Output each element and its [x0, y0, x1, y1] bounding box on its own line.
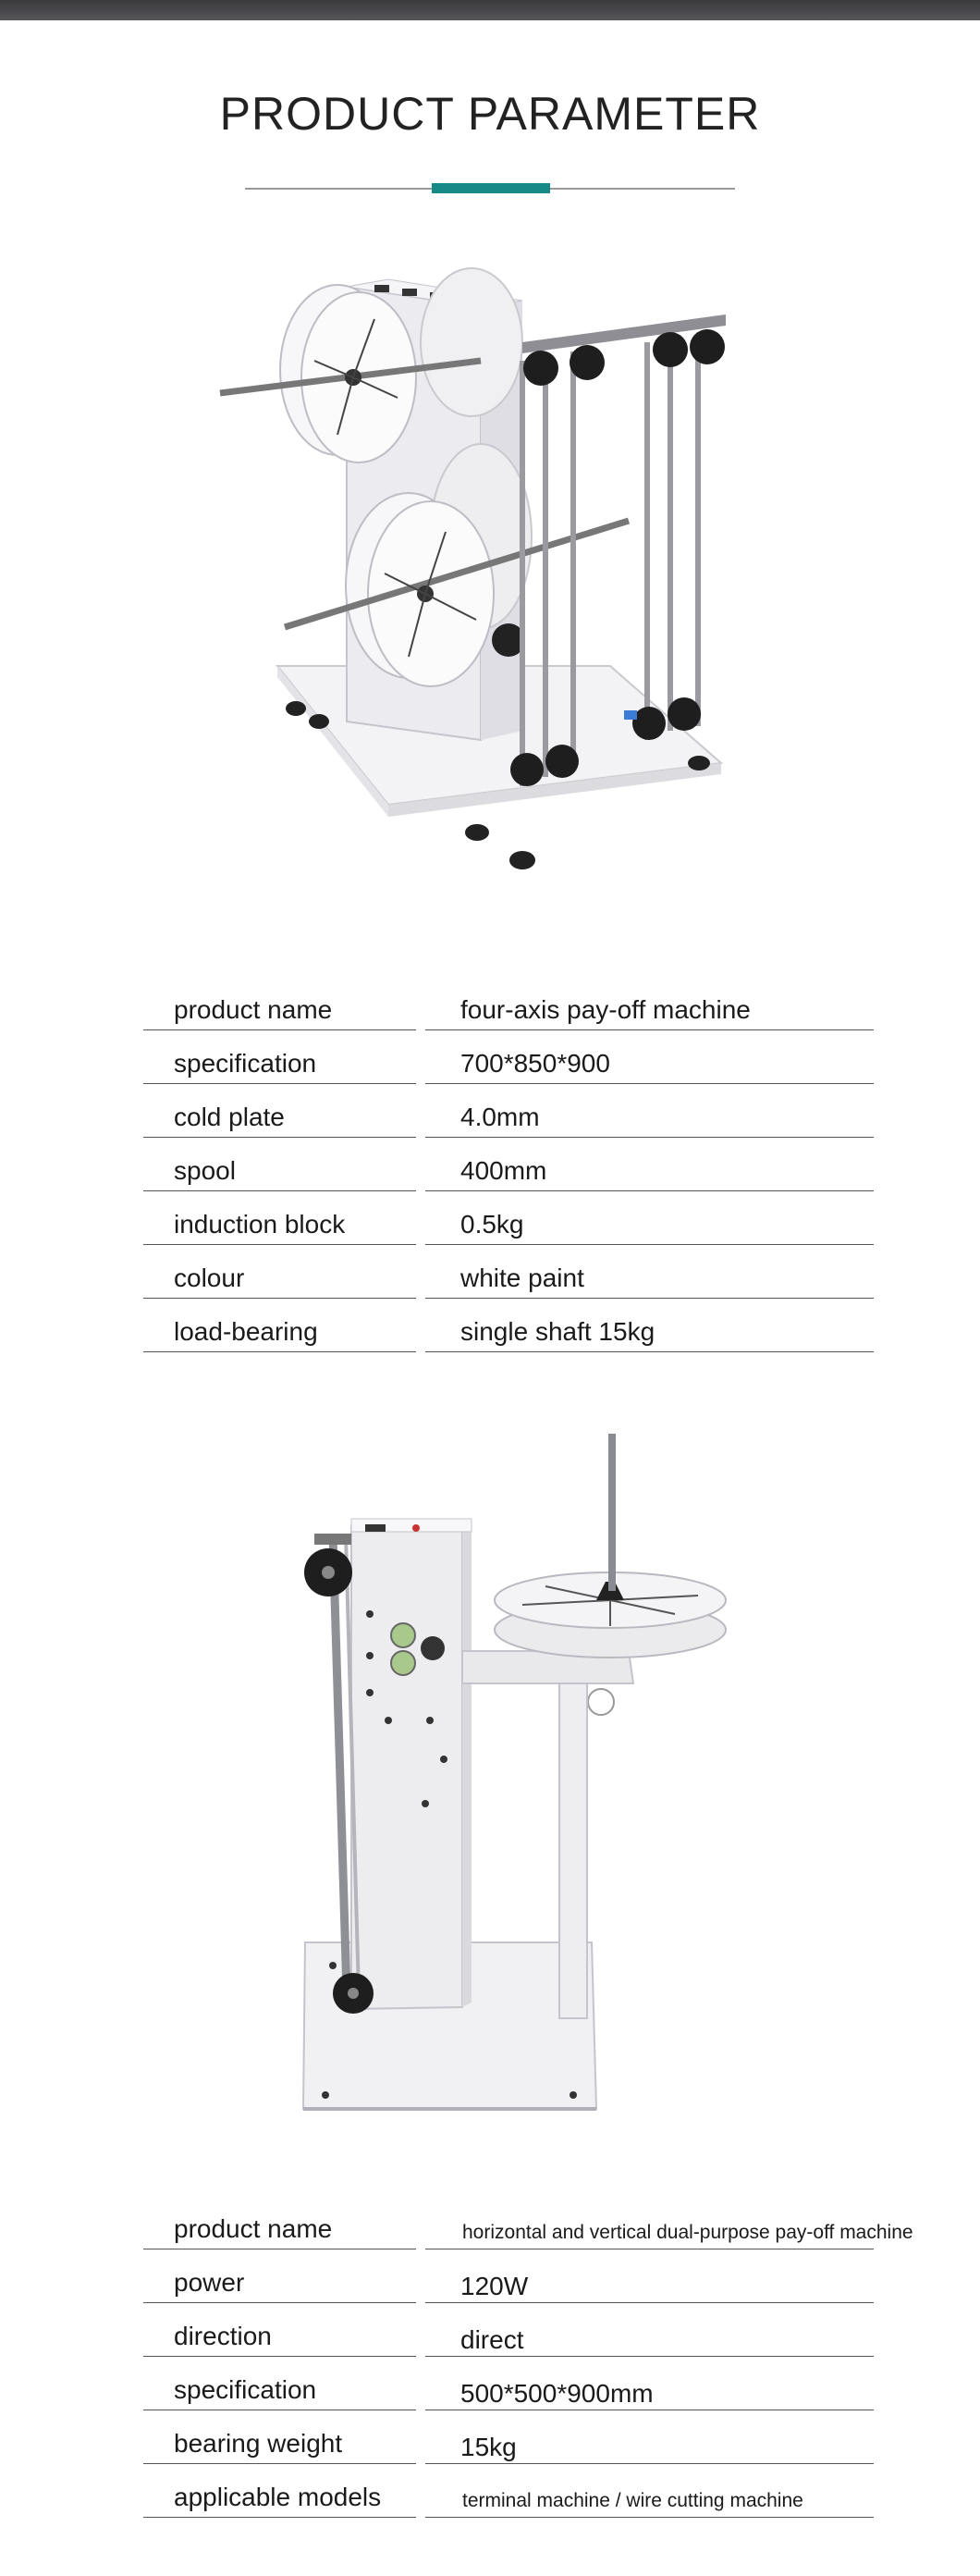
spec-label: applicable models — [174, 2483, 382, 2511]
spec-row — [143, 1084, 874, 1138]
four-axis-machine-illustration — [203, 259, 740, 888]
dual-purpose-machine-illustration — [277, 1415, 758, 2127]
spec-value: four-axis pay-off machine — [460, 995, 751, 1024]
spec-table-four-axis — [143, 977, 874, 1352]
spec-value: terminal machine / wire cutting machine — [462, 2490, 803, 2511]
spec-value: direct — [460, 2325, 524, 2354]
spec-row — [143, 2196, 913, 2249]
spec-label: colour — [174, 1263, 245, 1292]
row-divider-right — [425, 1351, 874, 1352]
spec-value: 700*850*900 — [460, 1049, 610, 1078]
spec-label: load-bearing — [174, 1317, 318, 1346]
row-divider-left — [143, 2517, 416, 2518]
spec-label: cold plate — [174, 1103, 285, 1131]
title-accent-bar — [432, 183, 550, 193]
row-divider-right — [425, 2517, 874, 2518]
spec-label: spool — [174, 1156, 236, 1185]
spec-value: 4.0mm — [460, 1103, 540, 1131]
spec-row — [143, 1299, 874, 1352]
spec-label: specification — [174, 1049, 317, 1078]
spec-label: product name — [174, 2214, 333, 2243]
spec-row — [143, 1030, 874, 1084]
spec-value: 500*500*900mm — [460, 2379, 654, 2408]
spec-label: power — [174, 2268, 245, 2297]
spec-label: specification — [174, 2375, 317, 2404]
dual-purpose-pay-off-machine-image — [277, 1415, 758, 2127]
spec-row — [143, 977, 874, 1030]
spec-row — [143, 2303, 874, 2357]
spec-value: horizontal and vertical dual-purpose pay-off machine — [462, 2222, 913, 2243]
spec-row — [143, 2410, 874, 2464]
spec-label: bearing weight — [174, 2429, 343, 2458]
spec-value: 0.5kg — [460, 1210, 524, 1239]
spec-row — [143, 1245, 874, 1299]
spec-value: white paint — [460, 1263, 584, 1292]
spec-row — [143, 2464, 874, 2518]
spec-label: product name — [174, 995, 333, 1024]
page-title: PRODUCT PARAMETER — [219, 88, 761, 140]
spec-label: induction block — [174, 1210, 346, 1239]
row-divider-left — [143, 1351, 416, 1352]
spec-label: direction — [174, 2322, 272, 2350]
spec-row — [143, 2357, 874, 2410]
spec-row — [143, 1191, 874, 1245]
spec-value: 15kg — [460, 2433, 517, 2461]
spec-row — [143, 2249, 874, 2303]
spec-row — [143, 1138, 874, 1191]
four-axis-pay-off-machine-image — [203, 259, 740, 888]
spec-value: single shaft 15kg — [460, 1317, 655, 1346]
spec-table-dual-purpose — [143, 2196, 913, 2518]
spec-value: 400mm — [460, 1156, 547, 1185]
top-bar — [0, 0, 980, 20]
spec-value: 120W — [460, 2272, 529, 2300]
